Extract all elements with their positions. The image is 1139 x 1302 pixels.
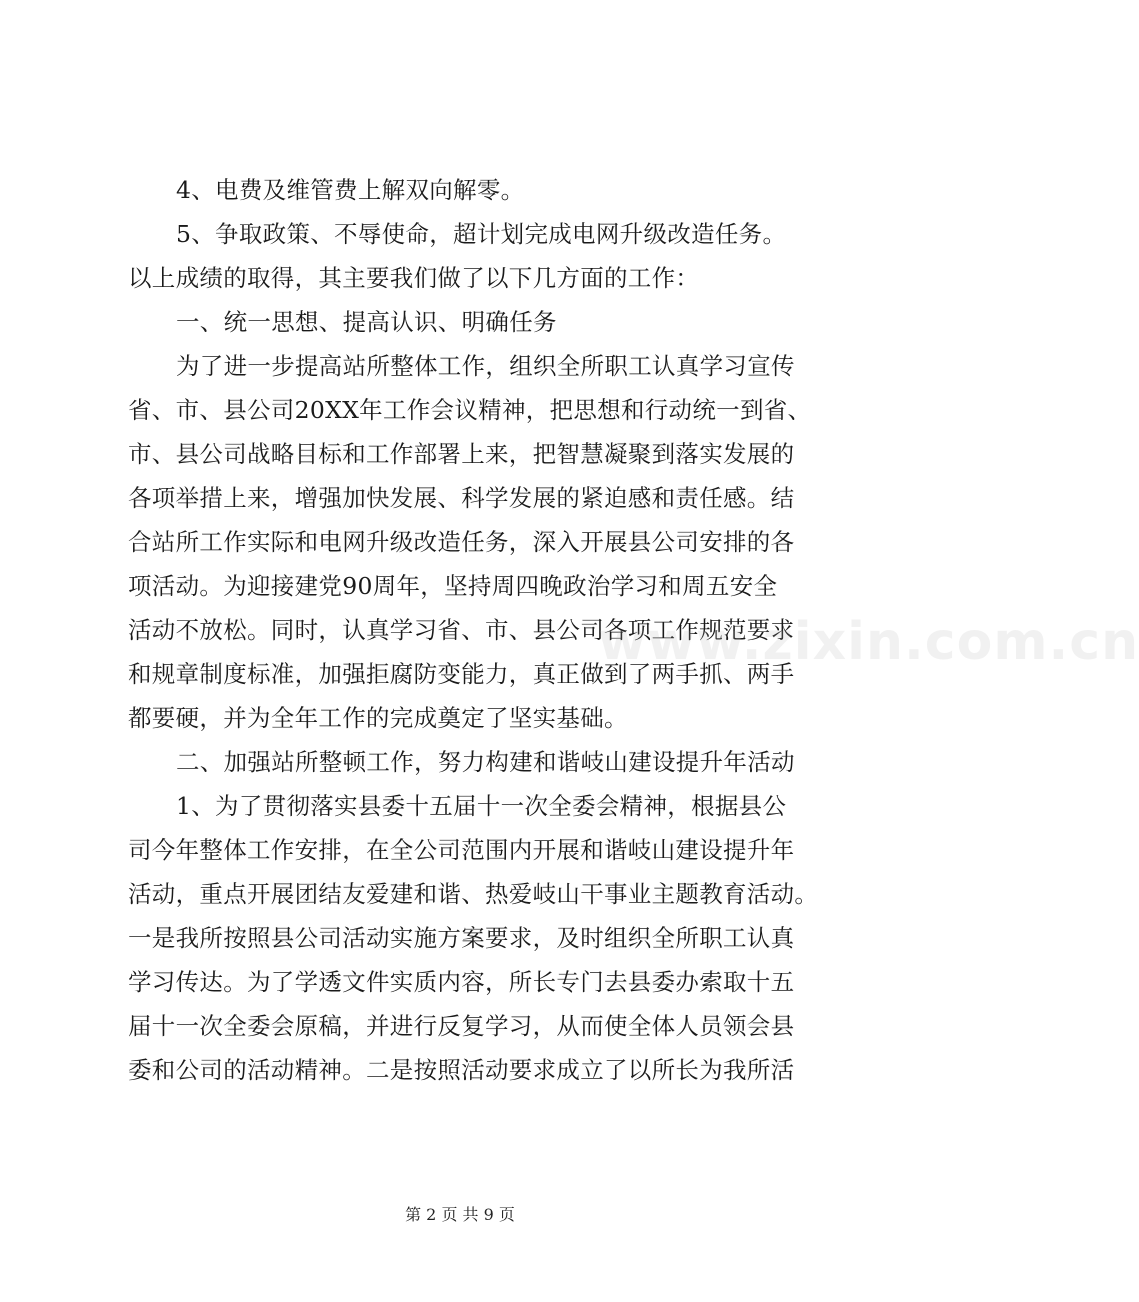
page-number-footer: 第 2 页 共 9 页 (405, 1205, 515, 1224)
paragraph-item-5: 5、争取政策、不辱使命，超计划完成电网升级改造任务。 (176, 220, 787, 248)
text-line: 项活动。为迎接建党90周年，坚持周四晚政治学习和周五安全 (128, 572, 778, 600)
text-line: 和规章制度标准，加强拒腐防变能力，真正做到了两手抓、两手 (128, 660, 795, 688)
text-line: 活动，重点开展团结友爱建和谐、热爱岐山干事业主题教育活动。 (128, 880, 819, 908)
text-line: 市、县公司战略目标和工作部署上来，把智慧凝聚到落实发展的 (128, 440, 795, 468)
paragraph-item-4: 4、电费及维管费上解双向解零。 (176, 176, 525, 204)
watermark-text: www.zixin.com.cn (598, 612, 1139, 672)
text-line: 届十一次全委会原稿，并进行反复学习，从而使全体人员领会县 (128, 1012, 795, 1040)
text-line: 合站所工作实际和电网升级改造任务，深入开展县公司安排的各 (128, 528, 795, 556)
text-line: 学习传达。为了学透文件实质内容，所长专门去县委办索取十五 (128, 968, 795, 996)
text-line: 委和公司的活动精神。二是按照活动要求成立了以所长为我所活 (128, 1056, 795, 1084)
text-line: 都要硬，并为全年工作的完成奠定了坚实基础。 (128, 704, 628, 732)
section-heading-2: 二、加强站所整顿工作，努力构建和谐岐山建设提升年活动 (176, 748, 795, 776)
text-line: 活动不放松。同时，认真学习省、市、县公司各项工作规范要求 (128, 616, 795, 644)
text-line: 各项举措上来，增强加快发展、科学发展的紧迫感和责任感。结 (128, 484, 795, 512)
text-line: 一是我所按照县公司活动实施方案要求，及时组织全所职工认真 (128, 924, 795, 952)
text-line: 省、市、县公司20XX年工作会议精神，把思想和行动统一到省、 (128, 396, 812, 424)
paragraph-start: 1、为了贯彻落实县委十五届十一次全委会精神，根据县公 (176, 792, 787, 820)
text-line: 以上成绩的取得，其主要我们做了以下几方面的工作： (128, 264, 700, 292)
text-line: 司今年整体工作安排，在全公司范围内开展和谐岐山建设提升年 (128, 836, 795, 864)
section-heading-1: 一、统一思想、提高认识、明确任务 (176, 308, 557, 336)
paragraph-start: 为了进一步提高站所整体工作，组织全所职工认真学习宣传 (176, 352, 795, 380)
